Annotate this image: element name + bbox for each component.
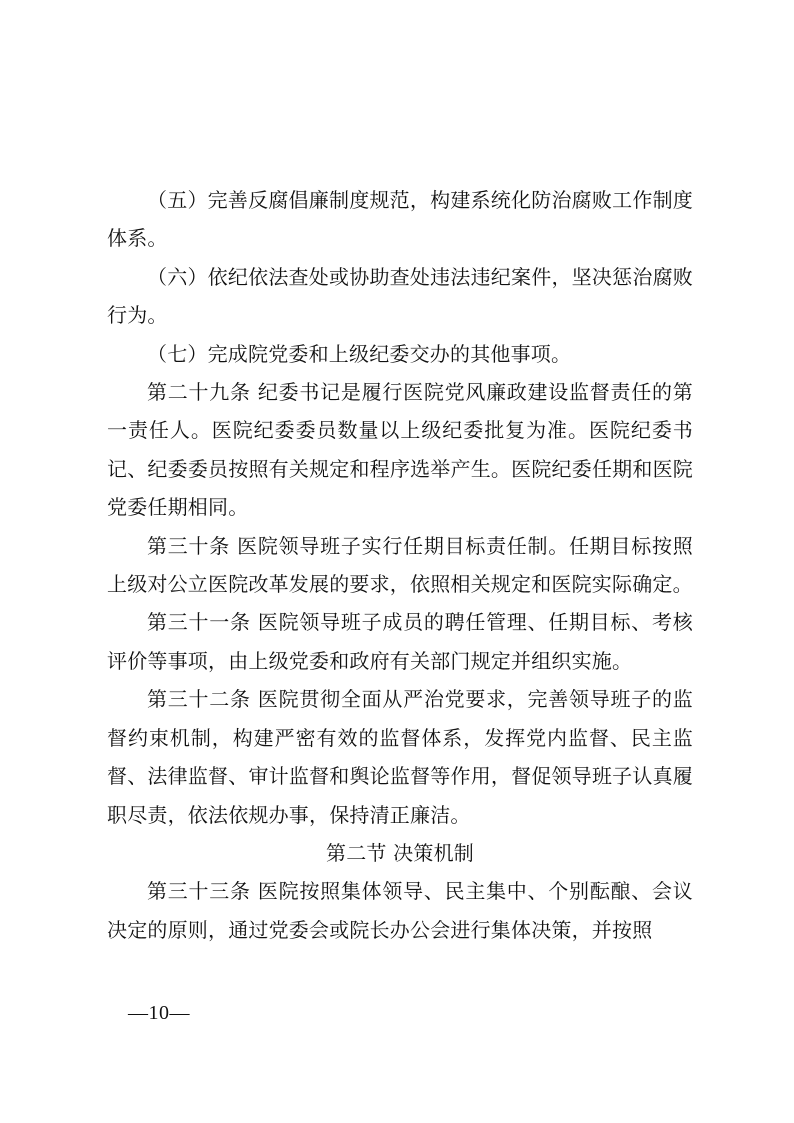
page-number: —10— [128,1002,190,1024]
paragraph-item-5: （五）完善反腐倡廉制度规范，构建系统化防治腐败工作制度体系。 [107,188,693,251]
document-body [107,181,693,949]
article-31-paragraph: 第三十一条 医院领导班子成员的聘任管理、任期目标、考核评价等事项，由上级党委和政府有关部门规定并组织实施。 [107,610,693,673]
section-heading: 第二节 决策机制 [326,840,474,865]
paragraph-item-7: （七）完成院党委和上级纪委交办的其他事项。 [147,341,572,366]
article-32-paragraph: 第三十二条 医院贯彻全面从严治党要求，完善领导班子的监督约束机制，构建严密有效的监督体系，发挥党内监督、民主监督、法律监督、审计监督和舆论监督等作用，督促领导班子认真履职尽责，依法依规办事，保持清正廉洁。 [107,687,693,827]
article-30-paragraph: 第三十条 医院领导班子实行任期目标责任制。任期目标按照上级对公立医院改革发展的要求，依照相关规定和医院实际确定。 [107,533,693,597]
article-29-paragraph: 第二十九条 纪委书记是履行医院党风廉政建设监督责任的第一责任人。医院纪委委员数量以上级纪委批复为准。医院纪委书记、纪委委员按照有关规定和程序选举产生。医院纪委任期和医院党委任期相同。 [107,380,693,520]
paragraph-item-6: （六）依纪依法查处或协助查处违法违纪案件，坚决惩治腐败行为。 [107,264,693,328]
article-33-paragraph: 第三十三条 医院按照集体领导、民主集中、个别酝酿、会议决定的原则，通过党委会或院长办公会进行集体决策，并按照 [107,879,693,942]
